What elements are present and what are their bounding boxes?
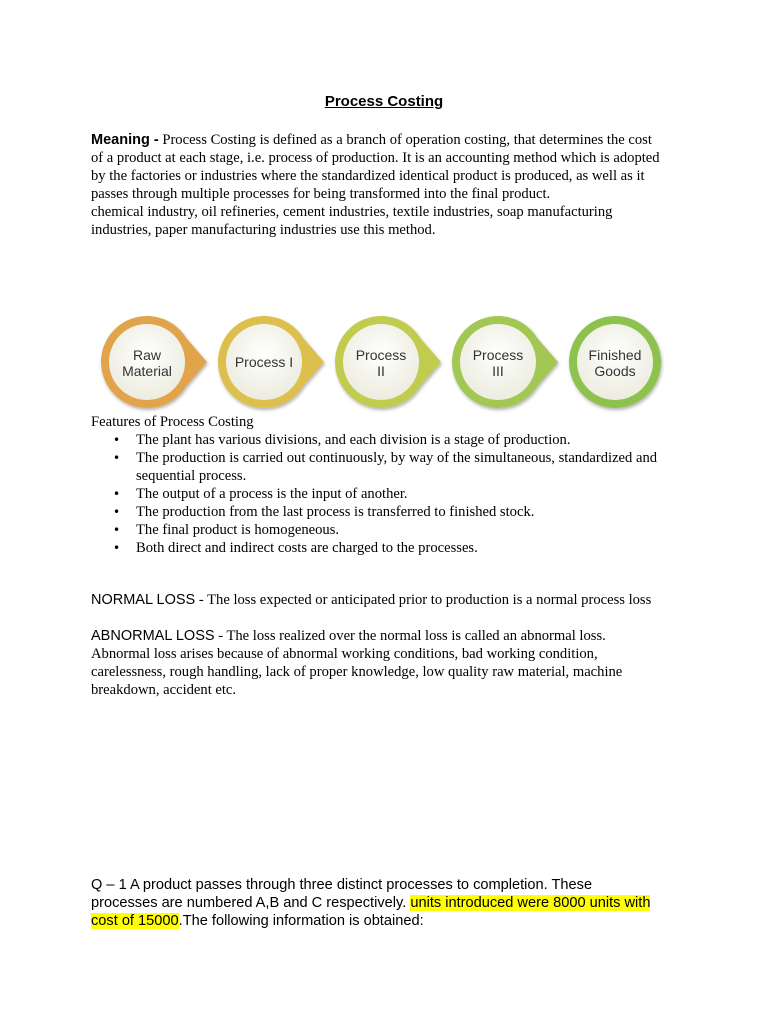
normal-loss-label: NORMAL LOSS [91,592,196,608]
meaning-line: chemical industry, oil refineries, cement industries, textile industries, soap manufacturing [91,204,613,220]
process-flow-diagram [88,312,680,414]
abnormal-loss-text: - The loss realized over the normal loss is called an abnormal loss. [214,628,606,644]
flow-stage-label: II [377,363,385,379]
features-section [91,413,691,557]
list-item: • The final product is homogeneous. [136,521,691,539]
flow-stage [101,316,207,408]
flow-stage [452,316,558,408]
page-title: Process Costing [324,93,444,110]
abnormal-loss-line: breakdown, accident etc. [91,682,237,698]
list-item: • The output of a process is the input of another. [136,485,691,503]
meaning-line: of a product at each stage, i.e. process of production. It is an accounting method which is adopted [91,150,660,166]
flow-stage-label: Process [472,347,524,363]
question-line: processes are numbered A,B and C respectively. [91,895,411,911]
meaning-line: by the factories or industries where the standardized identical product is produced, as well as it [91,168,645,184]
flow-stage [335,316,441,408]
features-heading: Features of Process Costing [91,414,254,430]
question-line: .The following information is obtained: [178,913,424,929]
normal-loss-text: - The loss expected or anticipated prior to production is a normal process loss [195,592,652,608]
list-item: • The plant has various divisions, and each division is a stage of production. [136,431,691,449]
list-item: • The production from the last process is transferred to finished stock. [136,503,691,521]
list-item: • Both direct and indirect costs are charged to the processes. [136,539,691,557]
flow-stage-label: Goods [594,363,636,379]
meaning-line: passes through multiple processes for being transformed into the final product. [91,186,551,202]
normal-loss-paragraph [91,591,691,609]
features-list [91,431,691,557]
flow-stage-label: Process I [234,354,294,370]
list-item: • The production is carried out continuously, by way of the simultaneous, standardized and sequential process. [136,449,691,485]
flow-stage-label: Raw [132,347,162,363]
abnormal-loss-line: carelessness, rough handling, lack of proper knowledge, low quality raw material, machine [91,664,623,680]
flow-stage-label: Process [355,347,407,363]
question-line: Q – 1 A product passes through three distinct processes to completion. These [91,877,593,893]
meaning-paragraph [91,131,691,239]
highlighted-text: cost of 15000 [91,913,179,929]
flow-stage-label: Material [122,363,172,379]
meaning-line: industries, paper manufacturing industries use this method. [91,222,436,238]
flow-stage [569,316,661,408]
flow-stage-label: Finished [588,347,642,363]
question-paragraph [91,876,691,930]
meaning-label: Meaning - [91,132,159,148]
highlighted-text: units introduced were 8000 units with [410,895,651,911]
abnormal-loss-paragraph [91,627,691,699]
meaning-line: Process Costing is defined as a branch of operation costing, that determines the cost [162,132,652,148]
abnormal-loss-line: Abnormal loss arises because of abnormal working conditions, bad working condition, [91,646,598,662]
abnormal-loss-label: ABNORMAL LOSS [91,628,215,644]
flow-stage-label: III [492,363,504,379]
flow-stage [218,316,324,408]
